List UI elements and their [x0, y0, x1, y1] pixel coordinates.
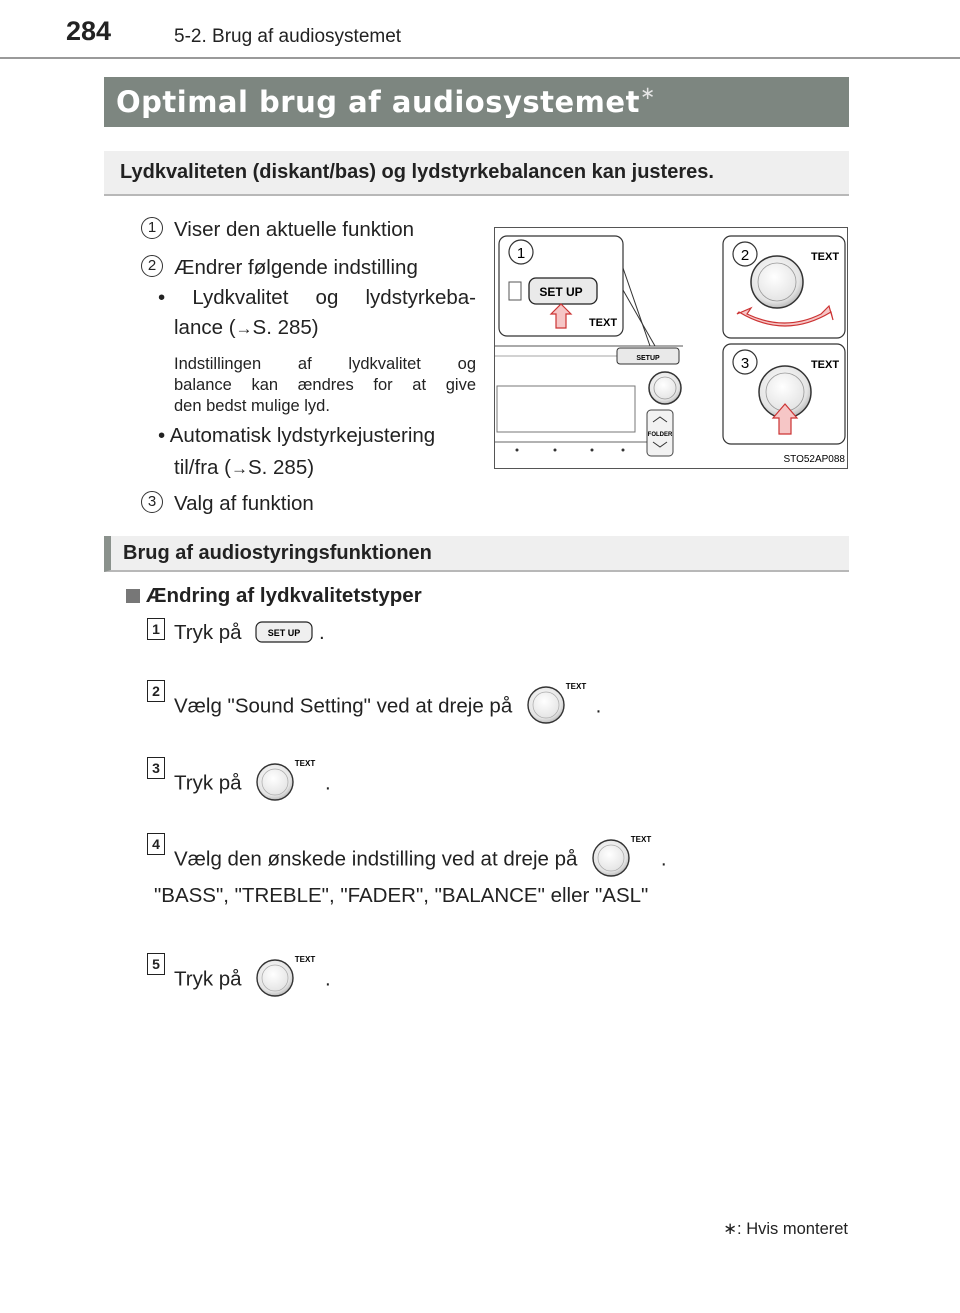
step-2-text: Vælg "Sound Setting" ved at dreje på — [174, 694, 513, 718]
step-1-num: 1 — [147, 618, 165, 640]
options-line: "BASS", "TREBLE", "FADER", "BALANCE" eller "ASL" — [154, 884, 649, 907]
note-line3: den bedst mulige lyd. — [174, 397, 330, 415]
audio-figure — [494, 227, 848, 469]
knob-text-label: TEXT — [295, 955, 316, 964]
setup-icon-label: SET UP — [268, 627, 301, 638]
main-title-bar — [104, 77, 849, 127]
bullet-1-line2 — [174, 316, 319, 340]
note-line2: balance kan ændres for at give — [174, 376, 476, 394]
callout-2: 2 — [141, 255, 163, 277]
subsection-title: Brug af audiostyringsfunktionen — [123, 542, 432, 564]
step-5 — [174, 956, 331, 1004]
square-bullet-icon — [126, 589, 140, 603]
knob-text-label: TEXT — [565, 682, 587, 691]
page-ref-285a[interactable]: S. 285) — [252, 316, 319, 339]
setup-small-label: SETUP — [636, 355, 660, 362]
knob-turn-icon — [585, 830, 655, 878]
text-label-a: TEXT — [588, 317, 618, 329]
step-2 — [174, 683, 601, 731]
footnote-marker: ∗ — [723, 1220, 738, 1238]
folder-label: FOLDER — [647, 432, 673, 438]
step-4-text: Vælg den ønskede indstilling ved at dreje på — [174, 847, 578, 871]
arrow-ref-icon: → — [230, 459, 248, 478]
figure-code: STO52AP088 — [783, 454, 845, 465]
header-rule — [0, 57, 960, 59]
step-1 — [174, 621, 325, 645]
step-2-num: 2 — [147, 680, 165, 702]
arrow-ref-icon: → — [235, 319, 253, 338]
callout-3: 3 — [141, 491, 163, 513]
step-4 — [174, 836, 667, 884]
knob-text-label: TEXT — [630, 835, 652, 844]
bullet-1-line1: • Lydkvalitet og lydstyrkeba- — [158, 286, 476, 309]
setup-button-icon — [255, 621, 313, 643]
setup-label: SET UP — [539, 285, 583, 299]
callout-1: 1 — [141, 217, 163, 239]
subsection-box — [104, 536, 849, 572]
bullet-2-line1: • Automatisk lydstyrkejustering — [158, 424, 436, 447]
knob-text-label: TEXT — [295, 759, 316, 768]
sub-heading: Ændring af lydkvalitetstyper — [146, 584, 422, 607]
callout-2-text: Ændrer følgende indstilling — [174, 256, 418, 279]
step-5-num: 5 — [147, 953, 165, 975]
step-5-text: Tryk på — [174, 967, 242, 991]
text-label-c: TEXT — [810, 359, 840, 371]
knob-turn-icon — [520, 677, 590, 725]
zoom-setup — [499, 236, 655, 346]
head-unit-panel — [495, 346, 683, 456]
footnote-text: : Hvis monteret — [737, 1220, 848, 1238]
audio-illustration — [495, 228, 849, 470]
step-5-end: . — [325, 967, 331, 991]
step-1-end: . — [319, 621, 325, 644]
knob-press-icon — [249, 754, 319, 802]
main-title-text: Optimal brug af audiosystemet — [116, 85, 640, 119]
step-4-num: 4 — [147, 833, 165, 855]
step-4-end: . — [660, 847, 667, 871]
figure-callout-1: 1 — [516, 245, 526, 262]
bullet-2-line2 — [174, 456, 314, 480]
text-label-b: TEXT — [810, 251, 840, 263]
section-title: 5-2. Brug af audiosystemet — [174, 26, 402, 47]
bullet-2-pre: til/fra ( — [174, 456, 231, 479]
callout-1-text: Viser den aktuelle funktion — [174, 218, 415, 241]
callout-3-text: Valg af funktion — [174, 492, 314, 515]
step-3 — [174, 760, 331, 808]
figure-callout-2: 2 — [740, 247, 750, 264]
step-3-end: . — [325, 771, 331, 795]
step-3-text: Tryk på — [174, 771, 242, 795]
footnote — [723, 1219, 848, 1239]
page-number: 284 — [66, 16, 112, 46]
zoom-knob-press — [723, 344, 845, 444]
step-3-num: 3 — [147, 757, 165, 779]
page-header — [0, 0, 960, 62]
note-line1: Indstillingen af lydkvalitet og — [174, 355, 476, 373]
figure-callout-3: 3 — [740, 355, 750, 372]
optional-marker: ∗ — [639, 83, 656, 104]
step-2-end: . — [595, 694, 602, 718]
intro-text: Lydkvaliteten (diskant/bas) og lydstyrkebalancen kan justeres. — [120, 161, 714, 183]
bullet-1-pre: lance ( — [174, 316, 236, 339]
knob-press-icon — [249, 950, 319, 998]
step-1-text: Tryk på — [174, 621, 242, 644]
intro-box — [104, 151, 849, 196]
zoom-knob-turn — [723, 236, 845, 338]
main-title — [116, 85, 656, 119]
page-ref-285b[interactable]: S. 285) — [247, 456, 315, 479]
